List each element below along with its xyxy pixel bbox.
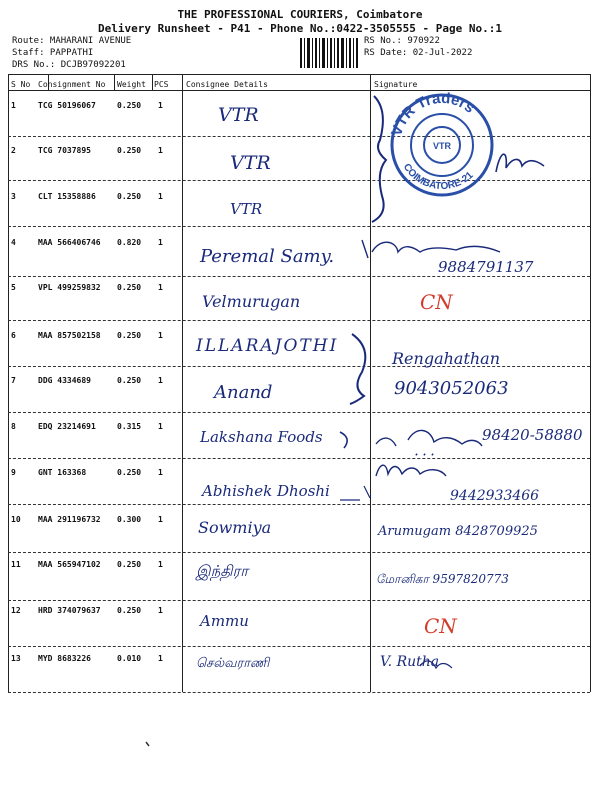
row-6-consignment: MAA 857502158 <box>38 331 101 340</box>
barcode-image <box>300 38 358 68</box>
row-8-dots <box>416 454 433 455</box>
row-8-consignment: EDQ 23214691 <box>38 422 96 431</box>
row-11-pcs: 1 <box>158 560 163 569</box>
row-12-pcs: 1 <box>158 606 163 615</box>
row-11-signature: மோனிகா 9597820773 <box>376 572 509 586</box>
row-11-sno: 11 <box>11 560 21 569</box>
row-8-signature-scribble <box>376 430 482 446</box>
col-header-pcs: PCS <box>154 80 169 89</box>
row-8-signature: 98420-58880 <box>482 426 583 444</box>
company-name: THE PROFESSIONAL COURIERS, Coimbatore <box>177 8 423 21</box>
row-10-sno: 10 <box>11 515 21 524</box>
row-10-pcs: 1 <box>158 515 163 524</box>
row-5-consignment: VPL 499259832 <box>38 283 101 292</box>
row-3-pcs: 1 <box>158 192 163 201</box>
row-5-weight: 0.250 <box>117 283 142 292</box>
row-12-consignee: Ammu <box>200 612 249 630</box>
row-1-sno: 1 <box>11 101 16 110</box>
runsheet-title: Delivery Runsheet - P41 - Phone No.:0422-3505555 - Page No.:1 <box>98 22 502 35</box>
row-9-signature: 9442933466 <box>450 488 540 504</box>
row-7-pcs: 1 <box>158 376 163 385</box>
row-4-strike-mark <box>362 240 368 258</box>
col-header-weight: Weight <box>117 80 146 89</box>
row-10-consignment: MAA 291196732 <box>38 515 101 524</box>
row-5-consignee: Velmurugan <box>202 292 301 311</box>
route-label: Route: MAHARANI AVENUE <box>12 36 132 46</box>
company-stamp <box>388 90 492 195</box>
row-13-signature: V. Rutha <box>380 654 440 670</box>
stray-mark <box>146 742 149 746</box>
row-8-bracket-mark <box>340 432 347 448</box>
row-13-consignment: MYD 8683226 <box>38 654 91 663</box>
row-1-consignee: VTR <box>218 104 259 126</box>
row-13-sno: 13 <box>11 654 21 663</box>
row-1-consignment: TCG 50196067 <box>38 101 96 110</box>
row-9-consignee: Abhishek Dhoshi <box>202 482 330 500</box>
stamp-center-text: VTR <box>433 141 451 151</box>
row-5-sno: 5 <box>11 283 16 292</box>
row-8-sno: 8 <box>11 422 16 431</box>
receiver-signature-scribble <box>496 154 544 172</box>
row-6-weight: 0.250 <box>117 331 142 340</box>
row-5-signature: CN <box>420 290 453 314</box>
row-3-weight: 0.250 <box>117 192 142 201</box>
row-12-signature: CN <box>424 614 457 638</box>
row-3-sno: 3 <box>11 192 16 201</box>
row-6-consignee: ILLARAJOTHI <box>196 336 339 356</box>
row-4-weight: 0.820 <box>117 238 142 247</box>
row-11-consignee: இந்திரா <box>196 562 249 580</box>
row-4-sno: 4 <box>11 238 16 247</box>
row-9-weight: 0.250 <box>117 468 142 477</box>
row-4-signature: 9884791137 <box>438 258 534 276</box>
row-6-sno: 6 <box>11 331 16 340</box>
staff-label: Staff: PAPPATHI <box>12 48 94 58</box>
row-8-weight: 0.315 <box>117 422 142 431</box>
row-1-weight: 0.250 <box>117 101 142 110</box>
row-13-pcs: 1 <box>158 654 163 663</box>
col-header-sno: S No <box>11 80 31 89</box>
row-6-pcs: 1 <box>158 331 163 340</box>
row-5-pcs: 1 <box>158 283 163 292</box>
row-2-consignment: TCG 7037895 <box>38 146 91 155</box>
rs-date: RS Date: 02-Jul-2022 <box>364 48 473 58</box>
row-6-signature: Rengahathan <box>392 349 501 368</box>
row-11-weight: 0.250 <box>117 560 142 569</box>
row-8-pcs: 1 <box>158 422 163 431</box>
row-12-consignment: HRD 374079637 <box>38 606 101 615</box>
row-3-consignment: CLT 15358886 <box>38 192 96 201</box>
row-4-signature-scribble <box>372 242 500 252</box>
row-7-signature: 9043052063 <box>394 378 509 399</box>
row-7-consignee: Anand <box>214 382 273 403</box>
row-1-pcs: 1 <box>158 101 163 110</box>
row-2-pcs: 1 <box>158 146 163 155</box>
row-7-weight: 0.250 <box>117 376 142 385</box>
row-13-signature-scribble <box>420 661 452 668</box>
rs-number: RS No.: 970922 <box>364 36 440 46</box>
row-10-signature: Arumugam 8428709925 <box>378 524 538 539</box>
row-4-consignment: MAA 566406746 <box>38 238 101 247</box>
stamp-top-text: VTR Traders <box>388 89 478 139</box>
col-header-consignment: Consignment No <box>38 80 106 89</box>
row-12-weight: 0.250 <box>117 606 142 615</box>
row-9-consignment: GNT 163368 <box>38 468 87 477</box>
row-10-consignee: Sowmiya <box>198 518 272 537</box>
stamp-bottom-text: COIMBATORE-21 <box>400 161 476 193</box>
row-7-consignment: DDG 4334689 <box>38 376 91 385</box>
row-9-sno: 9 <box>11 468 16 477</box>
row-3-consignee: VTR <box>230 200 263 218</box>
row-13-consignee: செல்வராணி <box>196 656 270 671</box>
row-9-signature-scribble <box>376 465 446 476</box>
row-10-weight: 0.300 <box>117 515 142 524</box>
row-11-consignment: MAA 565947102 <box>38 560 101 569</box>
col-header-signature: Signature <box>374 80 418 89</box>
row-9-pcs: 1 <box>158 468 163 477</box>
row-13-weight: 0.010 <box>117 654 142 663</box>
row-7-sno: 7 <box>11 376 16 385</box>
drs-number: DRS No.: DCJB97092201 <box>12 60 126 70</box>
row-4-consignee: Peremal Samy. <box>200 246 335 267</box>
row-4-pcs: 1 <box>158 238 163 247</box>
row-9-strike-mark <box>340 486 370 500</box>
col-header-consignee: Consignee Details <box>186 80 268 89</box>
brace-mark <box>372 96 386 222</box>
row-2-weight: 0.250 <box>117 146 142 155</box>
bracket-mark <box>350 334 365 404</box>
row-12-sno: 12 <box>11 606 21 615</box>
row-8-consignee: Lakshana Foods <box>200 428 323 446</box>
row-2-sno: 2 <box>11 146 16 155</box>
row-2-consignee: VTR <box>230 152 271 174</box>
